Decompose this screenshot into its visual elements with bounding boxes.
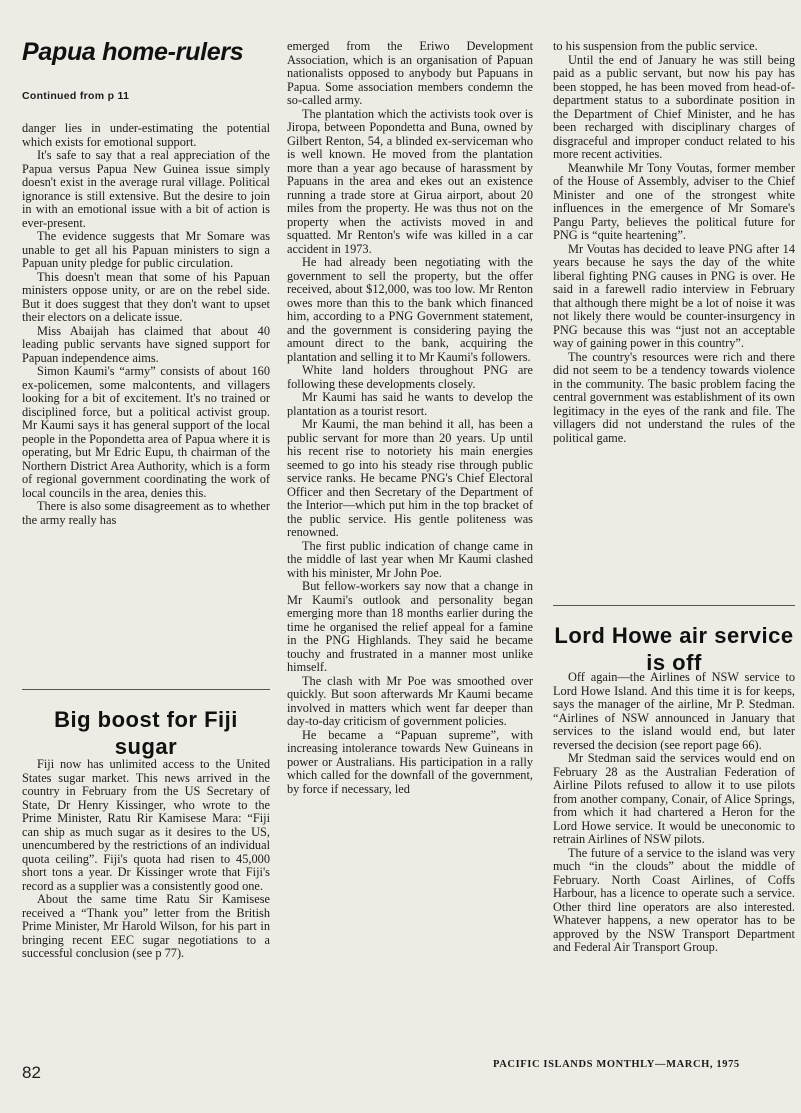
paragraph: This doesn't mean that some of his Papuan ministers oppose unity, or are on the rebel side. But it does suggest that they don't want to upset their electors on a delicate issue. — [22, 269, 270, 324]
paragraph: He became a “Papuan supreme”, with increasing intolerance towards New Guineans in power or Australians. His participation in a rally which called for the downfall of the government, by force if necessary, led — [287, 727, 533, 796]
paragraph: Off again—the Airlines of NSW service to Lord Howe Island. And this time it is for keeps, says the manager of the airline, Mr P. Stedman. “Airlines of NSW announced in January that services to the island would end, but later reversed the decision (see report page 66). — [553, 670, 795, 752]
paragraph: The future of a service to the island was very much “in the clouds” about the middle of February. North Coast Airlines, of Coffs Harbour, has a licence to operate such a service. Other third line operators are also interested. Whatever happens, a new operator has to be approved by the NSW Transport Department and Federal Air Transport Group. — [553, 845, 795, 954]
paragraph: Meanwhile Mr Tony Voutas, former member of the House of Assembly, adviser to the Chief Minister and one of the strongest white influences in the emergence of Mr Somare's Pangu Party, believes the political future for PNG is “quite heartening”. — [553, 160, 795, 242]
article1-column2 — [287, 40, 533, 796]
paragraph: About the same time Ratu Sir Kamisese received a “Thank you” letter from the British Prime Minister, Mr Harold Wilson, for his part in bringing recent EEC sugar negotiations to a successful conclusion (see p 77). — [22, 892, 270, 960]
paragraph: Until the end of January he was still being paid as a public servant, but now his pay has been stopped, he has been moved from head-of-department status to a subordinate position in the Department of Chief Minister, and he has been recharged with disciplinary charges of disgraceful and improper conduct related to his more recent activities. — [553, 52, 795, 161]
paragraph: There is also some disagreement as to whether the army really has — [22, 499, 270, 527]
paragraph: Mr Kaumi has said he wants to develop the plantation as a tourist resort. — [287, 390, 533, 418]
article-headline-papua: Papua home-rulers — [22, 38, 244, 66]
page-number: 82 — [22, 1063, 41, 1082]
paragraph: Mr Voutas has decided to leave PNG after 14 years because he says the day of the white liberal fighting PNG causes in PNG is over. He said in a farewell radio interview in February that although there might be a lot of noise it was not likely there would be counter-insurgency in PNG because this was “just not an acceptable way of gaining power in this country”. — [553, 241, 795, 350]
continued-from-line: Continued from p 11 — [22, 90, 130, 102]
paragraph: But fellow-workers say now that a change in Mr Kaumi's outlook and personality began emerging more than 18 months earlier during the time he organised the relief appeal for a famine in the PNG Highlands. They said he became touchy and frustrated in a manner most unlike himself. — [287, 579, 533, 674]
paragraph: emerged from the Eriwo Development Association, which is an organisation of Papuan nationalists opposed to anybody but Papuans in Papua. Some association members condemn the so-called army. — [287, 39, 533, 107]
paragraph: The first public indication of change came in the middle of last year when Mr Kaumi clashed with his minister, Mr John Poe. — [287, 538, 533, 580]
article3-body — [553, 671, 795, 955]
paragraph: It's safe to say that a real appreciation of the Papua versus Papua New Guinea issue simply doesn't exist in the average rural village. Political ignorance is still extensive. But the desire to join in with an emotional issue with a bit of action is ever-present. — [22, 148, 270, 230]
publication-footer: PACIFIC ISLANDS MONTHLY—MARCH, 1975 — [493, 1059, 740, 1070]
article-headline-fiji-sugar: Big boost for Fiji sugar — [54, 707, 238, 759]
paragraph: Miss Abaijah has claimed that about 40 leading public servants have signed support for Papuan independence aims. — [22, 323, 270, 365]
paragraph: The country's resources were rich and there did not seem to be a tendency towards violence in the community. The basic problem facing the central government was establishment of its own legitimacy in the eyes of the rank and file. The villagers did not understand the rules of the political game. — [553, 349, 795, 445]
paragraph: He had already been negotiating with the government to sell the property, but the offer received, about $12,000, was too low. Mr Renton owes more than this to the bank which financed him, according to a PNG Government statement, and the government is considering paying the amount direct to the bank, acquiring the plantation and selling it to Mr Kaumi's followers. — [287, 255, 533, 364]
article-headline-lord-howe: Lord Howe air service is off — [554, 623, 794, 675]
article1-column1 — [22, 122, 270, 527]
paragraph: Simon Kaumi's “army” consists of about 160 ex-policemen, some malcontents, and villagers looking for a bit of excitement. It's no trained or disciplined force, but a political activist group. Mr Kaumi says it has general support of the local people in the Popondetta area of Papua where it is operating, but Mr Edric Eupu, th chairman of the Northern District Area Authority, which is a form of regional government coordinating the work of local councils in the area, denies this. — [22, 364, 270, 500]
section-divider — [553, 605, 795, 606]
article1-column3 — [553, 40, 795, 445]
paragraph: The evidence suggests that Mr Somare was unable to get all his Papuan ministers to sign a Papuan unity pledge for public circulation. — [22, 229, 270, 270]
paragraph: Mr Stedman said the services would end on February 28 as the Australian Federation of Airline Pilots refused to allow it to use pilots from another company, Conair, of Alice Springs, from which it had chartered a Heron for the Lord Howe service. It would be uneconomic to retrain Airlines of NSW pilots. — [553, 751, 795, 846]
article2-body — [22, 758, 270, 961]
section-divider — [22, 689, 270, 690]
paragraph: to his suspension from the public service. — [553, 39, 758, 53]
paragraph: White land holders throughout PNG are following these developments closely. — [287, 363, 533, 391]
paragraph: Fiji now has unlimited access to the United States sugar market. This news arrived in the country in February from the US Secretary of State, Dr Henry Kissinger, who wrote to the Prime Minister, Ratu Rir Kamisese Mara: “Fiji can ship as much sugar as it desires to the US, unencumbered by the restrictions of an individual quota ceiling”. Fiji's quota had risen to 45,000 short tons a year. Dr Kissinger wrote that Fiji's record as a supplier was a consistently good one. — [22, 757, 270, 893]
paragraph: danger lies in under-estimating the potential which exists for emotional support. — [22, 121, 270, 149]
paragraph: The plantation which the activists took over is Jiropa, between Popondetta and Buna, owned by Gilbert Renton, 54, a blinded ex-serviceman who is well known. He moved from the plantation more than a year ago because of harassment by Papuans in the area and ekes out an existence running a trade store at Girua airport, about 20 miles from the property. He was thus not on the property when the activists moved in and squatted. Mr Renton's wife was killed in a car accident in 1973. — [287, 106, 533, 256]
paragraph: The clash with Mr Poe was smoothed over quickly. But soon afterwards Mr Kaumi became involved in matters which went far deeper than day-to-day criticism of government policies. — [287, 673, 533, 728]
paragraph: Mr Kaumi, the man behind it all, has been a public servant for more than 20 years. Up until his recent rise to notoriety his main energies seemed to go into his steady rise through public service ranks. He became PNG's Chief Electoral Officer and then Secretary of the Department of the Interior—which put him in the top bracket of the public service. His gentle politeness was renowned. — [287, 417, 533, 539]
